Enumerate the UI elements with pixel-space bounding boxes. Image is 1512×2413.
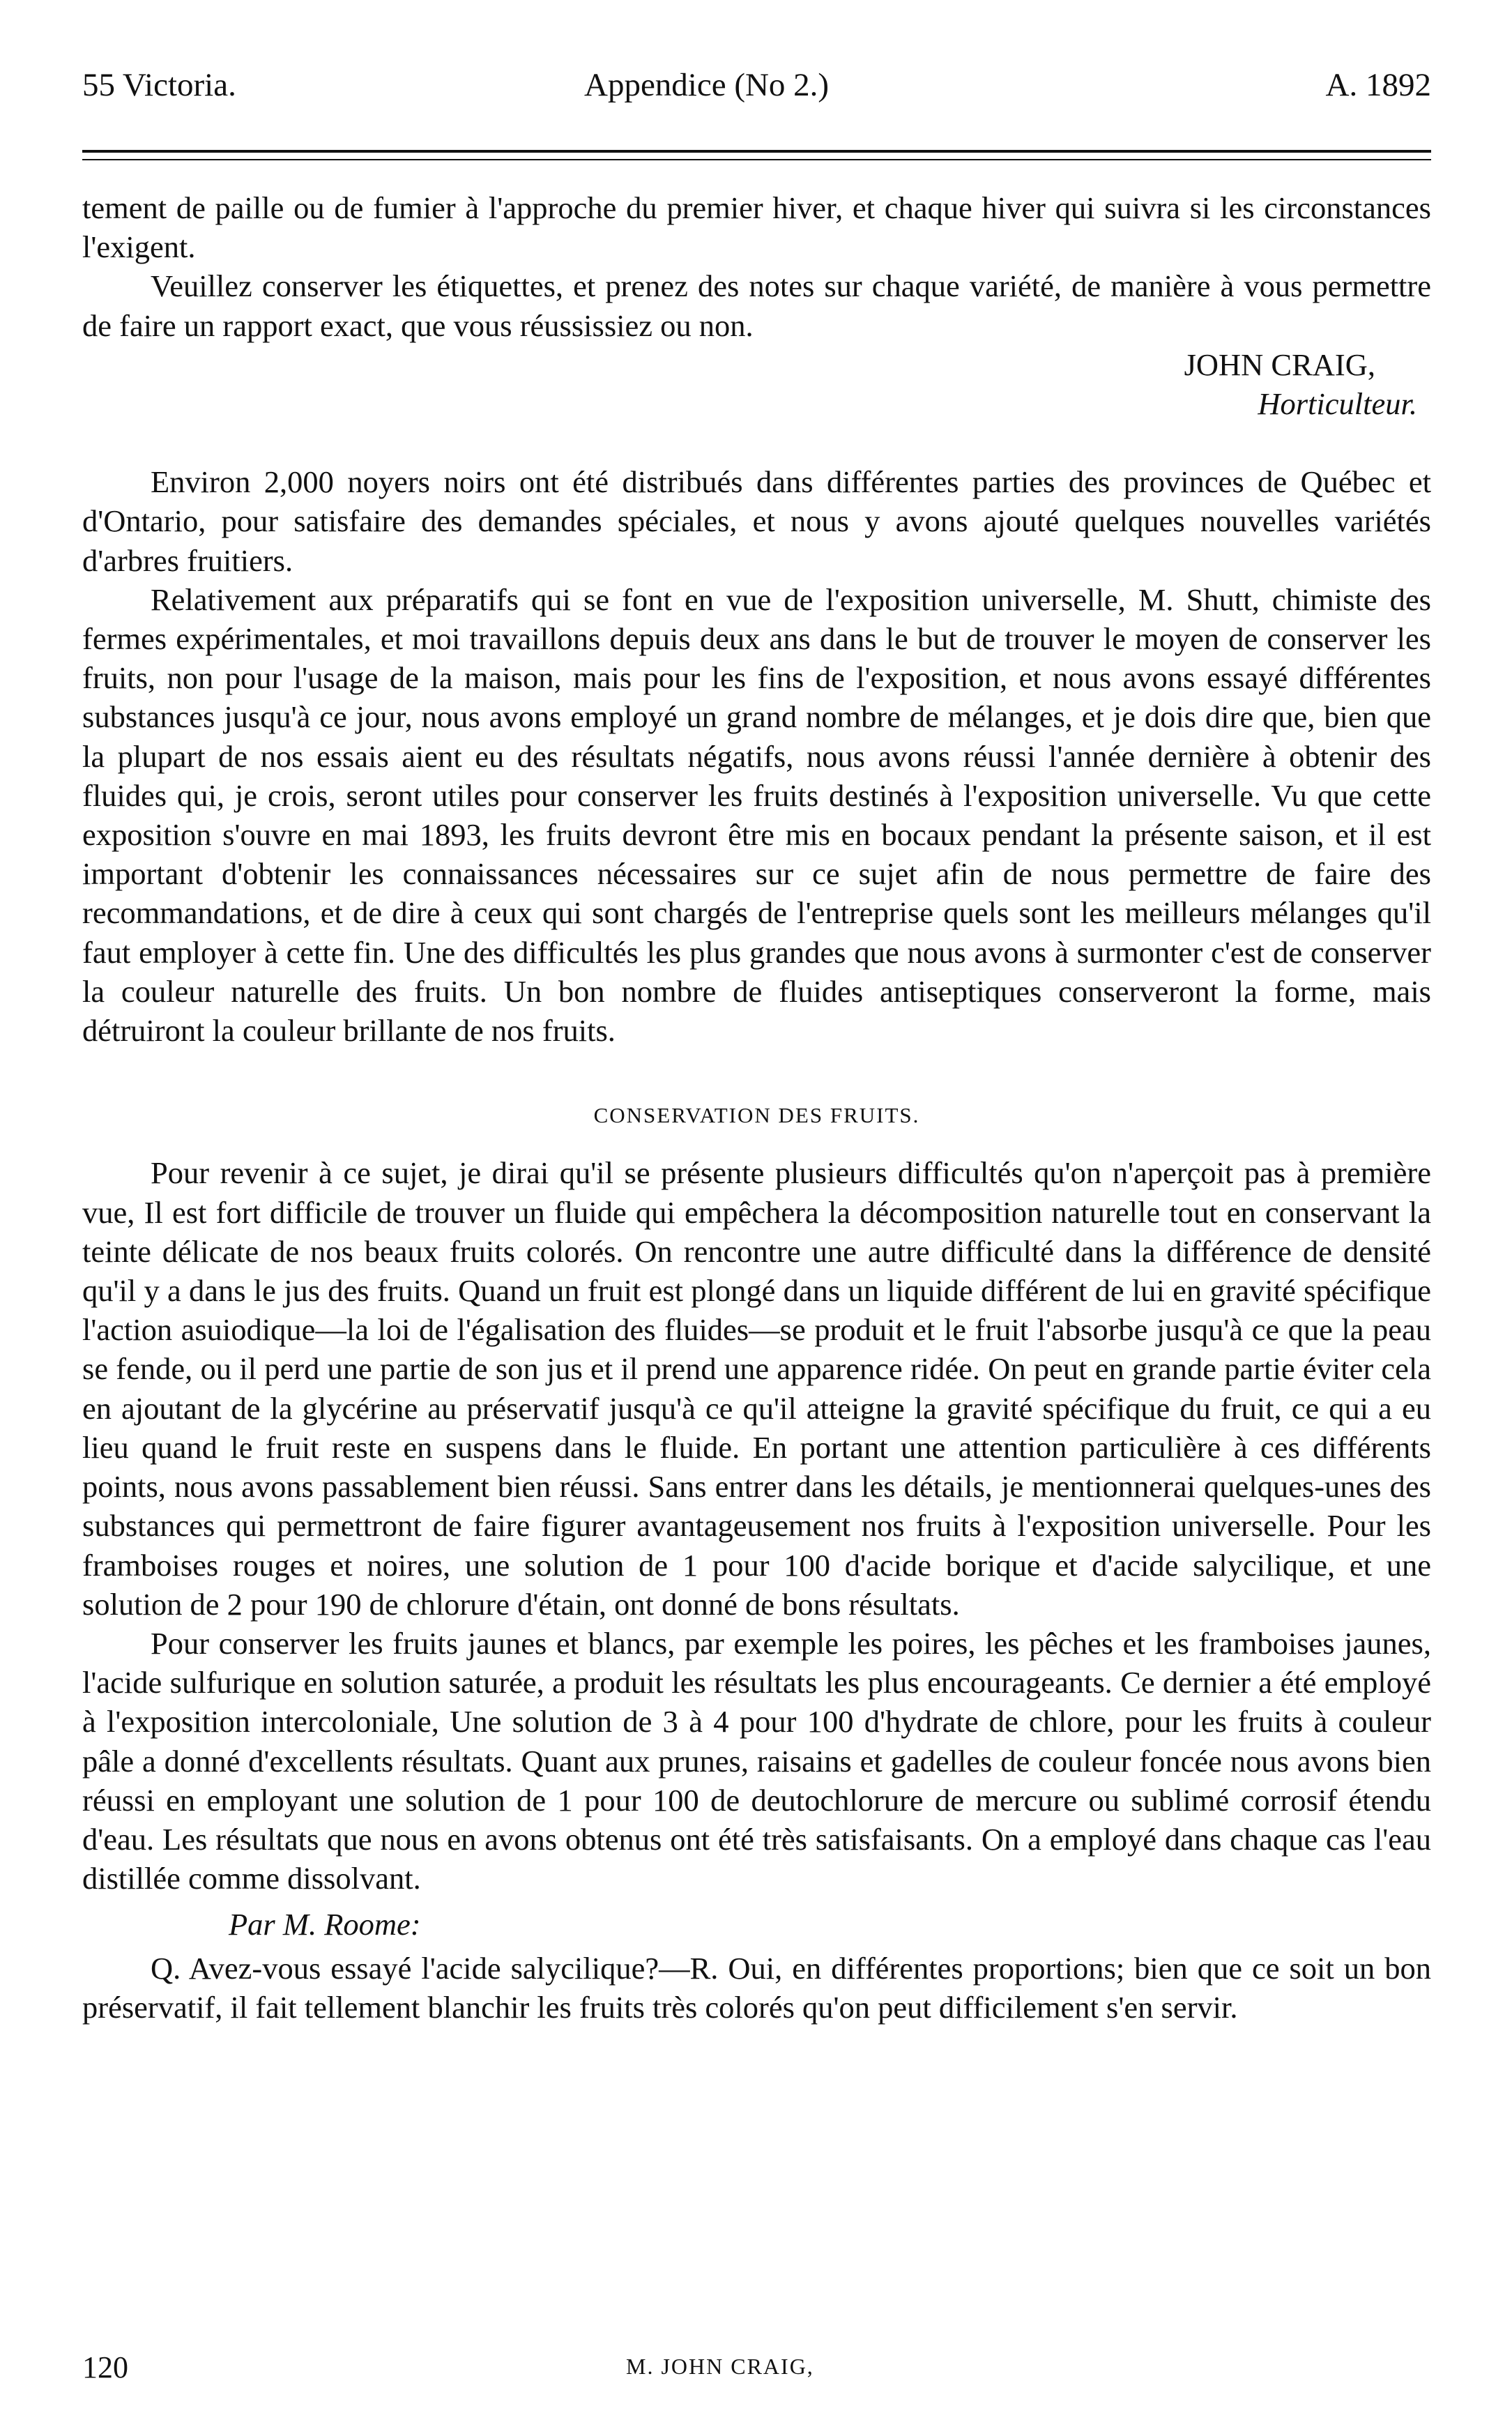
spacer <box>82 423 1431 462</box>
signature-role: Horticulteur. <box>1258 386 1417 422</box>
page-header <box>82 66 1431 122</box>
page-number: 120 <box>82 2350 128 2384</box>
section-heading: CONSERVATION DES FRUITS. <box>593 1103 920 1128</box>
question-answer: Q. Avez-vous essayé l'acide salycilique?—R. Oui, en différentes proportions; bien que ce soit un bon préservatif, il fait tellement blanchir les fruits très colorés qu'on peut difficilement s'en servir. <box>82 1950 1431 2025</box>
paragraph-conservation: Pour revenir à ce sujet, je dirai qu'il se présente plusieurs difficultés qu'on n'aperçoit pas à première vue, Il est fort difficile de trouver un fluide qui empêchera la décomposition naturelle tout en conservant la teinte délicate de nos beaux fruits colorés. On rencontre une autre difficulté dans la différence de densité qu'il y a dans le jus des fruits. Quand un fruit est plongé dans un liquide différent de lui en gravité spécifique l'action asuiodique—la loi de l'égalisation des fluides—se produit et le fruit l'absorbe jusqu'à ce que la peau se fende, ou il perd une partie de son jus et il prend une apparence ridée. On peut en grande partie éviter cela en ajoutant de la glycérine au préservatif jusqu'à ce qu'il atteigne la gravité spécifique du fruit, ce qui a eu lieu quand le fruit reste en suspens dans le fluide. En portant une attention particulière à ces différents points, nous avons passablement bien réussi. Sans entrer dans les détails, je mentionnerai quelques-unes des substances qui permettront de faire figurer avantageusement nos fruits à l'exposition universelle. Pour les framboises rouges et noires, une solution de 1 pour 100 d'acide borique et d'acide salycilique, et une solution de 2 pour 190 de chlorure d'étain, ont donné de bons résultats. <box>82 1155 1431 1622</box>
paragraph-labels: Veuillez conserver les étiquettes, et prenez des notes sur chaque variété, de manière à vous permettre de faire un rapport exact, que vous réussissiez ou non. <box>82 268 1431 343</box>
header-rule-thin <box>82 159 1431 160</box>
header-session: 55 Victoria. <box>82 67 236 103</box>
body-text <box>82 188 1431 2027</box>
paragraph-yellow-fruits: Pour conserver les fruits jaunes et blancs, par exemple les poires, les pêches et les framboises jaunes, l'acide sulfurique en solution saturée, a produit les résultats les plus encourageants. Ce dernier a été employé à l'exposition intercoloniale, Une solution de 3 à 4 pour 100 d'hydrate de chlore, pour les fruits à couleur pâle a donné d'excellents résultats. Quant aux prunes, raisains et gadelles de couleur foncée nous avons bien réussi en employant une solution de 1 pour 100 de deutochlorure de mercure ou sublimé corrosif étendu d'eau. Les résultats que nous en avons obtenus ont été très satisfaisants. On a employé dans chaque cas l'eau distillée comme dissolvant. <box>82 1625 1431 1896</box>
paragraph-exposition: Relativement aux préparatifs qui se font en vue de l'exposition universelle, M. Shutt, chimiste des fermes expérimentales, et moi travaillons depuis deux ans dans le but de trouver le moyen de conserver les fruits, non pour l'usage de la maison, mais pour les fins de l'exposition, et nous avons essayé différentes substances jusqu'à ce jour, nous avons employé un grand nombre de mélanges, et je dois dire que, bien que la plupart de nos essais aient eu des résultats négatifs, nous avons réussi l'année dernière à obtenir des fluides qui, je crois, seront utiles pour conserver les fruits destinés à l'exposition universelle. Vu que cette exposition s'ouvre en mai 1893, les fruits devront être mis en bocaux pendant la présente saison, et il est important d'obtenir les connaissances nécessaires sur ce sujet afin de nous permettre de faire des recommandations, et de dire à ceux qui sont chargés de l'entreprise quels sont les meilleurs mélanges qu'il faut employer à cette fin. Une des difficultés les plus grandes que nous avons à surmonter c'est de conserver la couleur naturelle des fruits. Un bon nombre de fluides antiseptiques conserveront la forme, mais détruiront la couleur brillante de nos fruits. <box>82 581 1431 1049</box>
paragraph-walnuts: Environ 2,000 noyers noirs ont été distribués dans différentes parties des provinces de Québec et d'Ontario, pour satisfaire des demandes spéciales, et nous y avons ajouté quelques nouvelles variétés d'arbres fruitiers. <box>82 464 1431 578</box>
running-title: M. JOHN CRAIG, <box>626 2354 814 2379</box>
page-footer <box>82 2350 1431 2391</box>
header-rule-thick <box>82 150 1431 153</box>
spacer <box>82 1050 1431 1089</box>
paragraph-continuation: tement de paille ou de fumier à l'approche du premier hiver, et chaque hiver qui suivra si les circonstances l'exigent. <box>82 190 1431 265</box>
speaker-label: Par M. Roome: <box>229 1907 421 1942</box>
header-year: A. 1892 <box>1325 67 1431 103</box>
header-appendix: Appendice (No 2.) <box>584 67 830 103</box>
signature-name: JOHN CRAIG, <box>1184 347 1375 382</box>
